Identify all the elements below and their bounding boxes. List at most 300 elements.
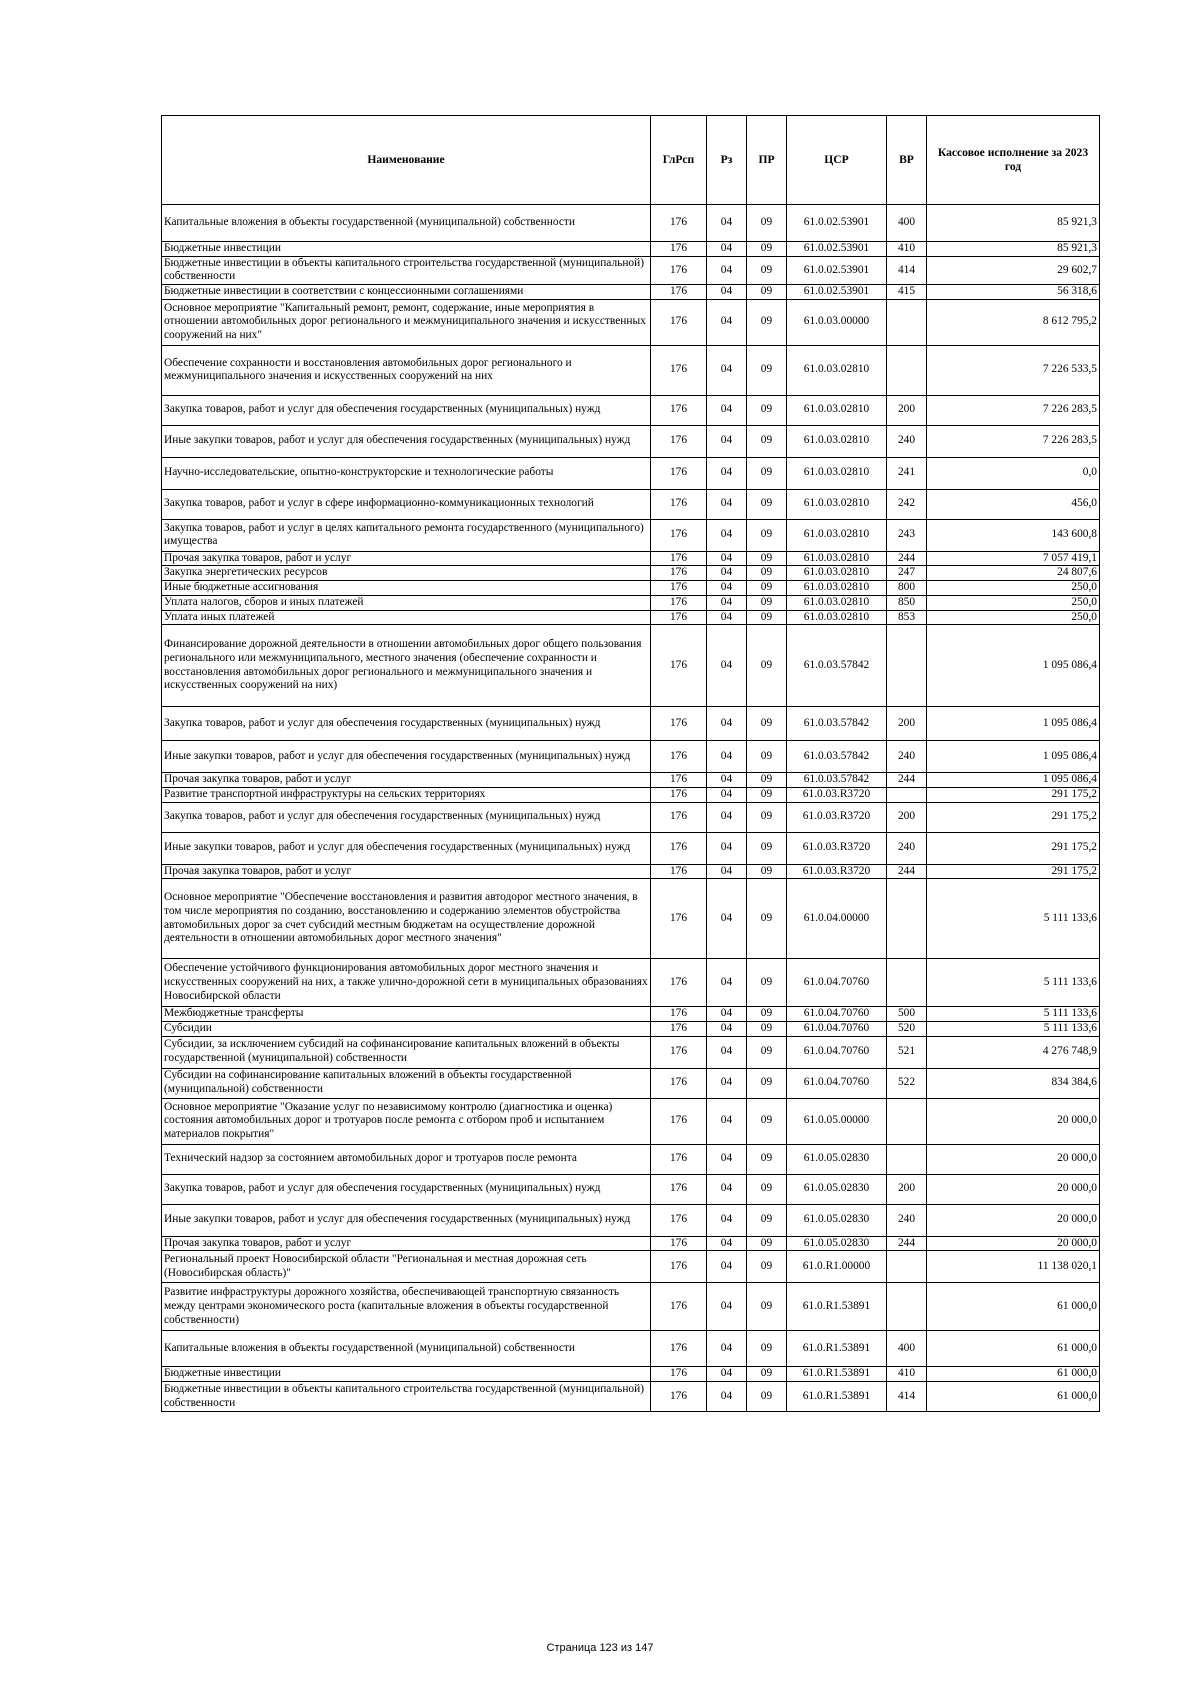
cell-csr: 61.0.03.02810 xyxy=(787,551,887,566)
cell-vr xyxy=(887,1098,927,1144)
cell-csr: 61.0.03.57842 xyxy=(787,625,887,707)
cell-name: Иные закупки товаров, работ и услуг для обеспечения государственных (муниципальных) нужд xyxy=(162,832,651,864)
cell-grs: 176 xyxy=(651,1331,707,1367)
cell-amount: 5 111 133,6 xyxy=(927,879,1100,959)
cell-grs: 176 xyxy=(651,864,707,879)
table-row xyxy=(162,625,1100,707)
cell-csr: 61.0.02.53901 xyxy=(787,242,887,257)
cell-name: Закупка товаров, работ и услуг в сфере информационно-коммуникационных технологий xyxy=(162,489,651,519)
cell-grs: 176 xyxy=(651,551,707,566)
cell-csr: 61.0.03.00000 xyxy=(787,299,887,345)
cell-amount: 85 921,3 xyxy=(927,205,1100,242)
cell-csr: 61.0.03.R3720 xyxy=(787,802,887,832)
cell-vr: 200 xyxy=(887,802,927,832)
cell-pr: 09 xyxy=(747,1098,787,1144)
cell-pr: 09 xyxy=(747,1174,787,1204)
cell-grs: 176 xyxy=(651,519,707,551)
cell-grs: 176 xyxy=(651,1283,707,1331)
cell-vr: 521 xyxy=(887,1036,927,1068)
cell-amount: 5 111 133,6 xyxy=(927,1007,1100,1022)
cell-pr: 09 xyxy=(747,345,787,395)
cell-rz: 04 xyxy=(707,1367,747,1382)
cell-csr: 61.0.04.70760 xyxy=(787,1068,887,1098)
cell-rz: 04 xyxy=(707,395,747,425)
cell-grs: 176 xyxy=(651,1367,707,1382)
table-row xyxy=(162,1331,1100,1367)
cell-vr: 400 xyxy=(887,1331,927,1367)
cell-pr: 09 xyxy=(747,395,787,425)
cell-grs: 176 xyxy=(651,1007,707,1022)
cell-rz: 04 xyxy=(707,1236,747,1251)
cell-pr: 09 xyxy=(747,610,787,625)
cell-csr: 61.0.03.02810 xyxy=(787,519,887,551)
table-row xyxy=(162,1144,1100,1174)
cell-vr: 853 xyxy=(887,610,927,625)
cell-name: Иные закупки товаров, работ и услуг для обеспечения государственных (муниципальных) нужд xyxy=(162,1204,651,1236)
cell-csr: 61.0.03.57842 xyxy=(787,741,887,773)
cell-name: Основное мероприятие "Капитальный ремонт, ремонт, содержание, иные мероприятия в отношении автомобильных дорог регионального и межмуниципального значения и искусственных сооружений на них" xyxy=(162,299,651,345)
cell-amount: 11 138 020,1 xyxy=(927,1251,1100,1283)
table-row xyxy=(162,595,1100,610)
table-row xyxy=(162,242,1100,257)
cell-rz: 04 xyxy=(707,345,747,395)
cell-rz: 04 xyxy=(707,1098,747,1144)
cell-csr: 61.0.03.02810 xyxy=(787,566,887,581)
cell-name: Бюджетные инвестиции xyxy=(162,1367,651,1382)
table-row xyxy=(162,285,1100,300)
cell-amount: 1 095 086,4 xyxy=(927,625,1100,707)
cell-vr: 244 xyxy=(887,864,927,879)
header-name: Наименование xyxy=(162,116,651,205)
cell-pr: 09 xyxy=(747,879,787,959)
cell-csr: 61.0.03.R3720 xyxy=(787,832,887,864)
cell-amount: 291 175,2 xyxy=(927,832,1100,864)
cell-grs: 176 xyxy=(651,802,707,832)
table-row xyxy=(162,256,1100,284)
cell-amount: 61 000,0 xyxy=(927,1382,1100,1412)
cell-name: Закупка товаров, работ и услуг для обеспечения государственных (муниципальных) нужд xyxy=(162,802,651,832)
cell-pr: 09 xyxy=(747,457,787,489)
cell-grs: 176 xyxy=(651,787,707,802)
cell-name: Уплата налогов, сборов и иных платежей xyxy=(162,595,651,610)
cell-vr: 850 xyxy=(887,595,927,610)
cell-amount: 7 226 283,5 xyxy=(927,425,1100,457)
cell-vr: 241 xyxy=(887,457,927,489)
cell-name: Научно-исследовательские, опытно-конструкторские и технологические работы xyxy=(162,457,651,489)
cell-rz: 04 xyxy=(707,256,747,284)
cell-amount: 143 600,8 xyxy=(927,519,1100,551)
cell-vr: 200 xyxy=(887,395,927,425)
cell-name: Обеспечение сохранности и восстановления автомобильных дорог регионального и межмуниципального значения и искусственных сооружений на них xyxy=(162,345,651,395)
cell-name: Основное мероприятие "Обеспечение восстановления и развития автодорог местного значения, в том числе мероприятия по созданию, восстановлению и содержанию элементов обустройства автомобильных дорог за счет субсидий местным бюджетам на осуществление дорожной деятельности в отношении автомобильных дорог местного значения" xyxy=(162,879,651,959)
table-header-row xyxy=(162,116,1100,205)
cell-amount: 20 000,0 xyxy=(927,1174,1100,1204)
cell-grs: 176 xyxy=(651,566,707,581)
cell-vr: 522 xyxy=(887,1068,927,1098)
header-grs: ГлРсп xyxy=(651,116,707,205)
cell-rz: 04 xyxy=(707,832,747,864)
cell-amount: 0,0 xyxy=(927,457,1100,489)
cell-rz: 04 xyxy=(707,519,747,551)
cell-pr: 09 xyxy=(747,285,787,300)
cell-pr: 09 xyxy=(747,802,787,832)
cell-csr: 61.0.05.02830 xyxy=(787,1144,887,1174)
cell-name: Развитие инфраструктуры дорожного хозяйства, обеспечивающей транспортную связанность между центрами экономического роста (капитальные вложения в объекты государственной собственности) xyxy=(162,1283,651,1331)
cell-amount: 24 807,6 xyxy=(927,566,1100,581)
table-row xyxy=(162,773,1100,788)
cell-amount: 7 057 419,1 xyxy=(927,551,1100,566)
cell-name: Прочая закупка товаров, работ и услуг xyxy=(162,551,651,566)
cell-rz: 04 xyxy=(707,802,747,832)
cell-grs: 176 xyxy=(651,345,707,395)
cell-name: Закупка энергетических ресурсов xyxy=(162,566,651,581)
cell-grs: 176 xyxy=(651,205,707,242)
cell-pr: 09 xyxy=(747,625,787,707)
cell-vr: 242 xyxy=(887,489,927,519)
table-row xyxy=(162,864,1100,879)
cell-pr: 09 xyxy=(747,1382,787,1412)
cell-grs: 176 xyxy=(651,773,707,788)
cell-vr xyxy=(887,879,927,959)
cell-grs: 176 xyxy=(651,581,707,596)
cell-csr: 61.0.04.00000 xyxy=(787,879,887,959)
cell-csr: 61.0.04.70760 xyxy=(787,1021,887,1036)
cell-vr xyxy=(887,787,927,802)
table-row xyxy=(162,395,1100,425)
table-row xyxy=(162,610,1100,625)
cell-pr: 09 xyxy=(747,489,787,519)
cell-rz: 04 xyxy=(707,581,747,596)
table-row xyxy=(162,1174,1100,1204)
cell-vr: 520 xyxy=(887,1021,927,1036)
cell-name: Субсидии xyxy=(162,1021,651,1036)
cell-rz: 04 xyxy=(707,1021,747,1036)
cell-pr: 09 xyxy=(747,959,787,1007)
table-row xyxy=(162,802,1100,832)
cell-pr: 09 xyxy=(747,1144,787,1174)
cell-vr: 240 xyxy=(887,741,927,773)
cell-pr: 09 xyxy=(747,242,787,257)
cell-name: Закупка товаров, работ и услуг для обеспечения государственных (муниципальных) нужд xyxy=(162,1174,651,1204)
cell-grs: 176 xyxy=(651,595,707,610)
cell-grs: 176 xyxy=(651,395,707,425)
cell-pr: 09 xyxy=(747,773,787,788)
cell-pr: 09 xyxy=(747,256,787,284)
table-row xyxy=(162,959,1100,1007)
header-rz: Рз xyxy=(707,116,747,205)
cell-grs: 176 xyxy=(651,425,707,457)
table-row xyxy=(162,1098,1100,1144)
cell-grs: 176 xyxy=(651,832,707,864)
cell-grs: 176 xyxy=(651,489,707,519)
cell-amount: 1 095 086,4 xyxy=(927,741,1100,773)
cell-grs: 176 xyxy=(651,707,707,741)
cell-grs: 176 xyxy=(651,256,707,284)
cell-pr: 09 xyxy=(747,425,787,457)
cell-rz: 04 xyxy=(707,285,747,300)
cell-amount: 291 175,2 xyxy=(927,787,1100,802)
cell-csr: 61.0.03.02810 xyxy=(787,345,887,395)
table-row xyxy=(162,832,1100,864)
cell-name: Бюджетные инвестиции в объекты капитального строительства государственной (муниципальной) собственности xyxy=(162,1382,651,1412)
cell-amount: 834 384,6 xyxy=(927,1068,1100,1098)
cell-pr: 09 xyxy=(747,1036,787,1068)
cell-name: Основное мероприятие "Оказание услуг по независимому контролю (диагностика и оценка) состояния автомобильных дорог и тротуаров после ремонта с отбором проб и испытанием материалов покрытия" xyxy=(162,1098,651,1144)
cell-rz: 04 xyxy=(707,425,747,457)
cell-rz: 04 xyxy=(707,625,747,707)
cell-amount: 456,0 xyxy=(927,489,1100,519)
cell-pr: 09 xyxy=(747,1021,787,1036)
cell-amount: 56 318,6 xyxy=(927,285,1100,300)
cell-csr: 61.0.R1.00000 xyxy=(787,1251,887,1283)
cell-rz: 04 xyxy=(707,610,747,625)
cell-grs: 176 xyxy=(651,1144,707,1174)
header-amount: Кассовое исполнение за 2023 год xyxy=(927,116,1100,205)
cell-rz: 04 xyxy=(707,707,747,741)
cell-csr: 61.0.05.02830 xyxy=(787,1174,887,1204)
cell-grs: 176 xyxy=(651,1204,707,1236)
table-row xyxy=(162,1036,1100,1068)
cell-vr: 414 xyxy=(887,1382,927,1412)
cell-grs: 176 xyxy=(651,610,707,625)
cell-amount: 20 000,0 xyxy=(927,1236,1100,1251)
cell-rz: 04 xyxy=(707,489,747,519)
table-row xyxy=(162,519,1100,551)
table-row xyxy=(162,489,1100,519)
table-row xyxy=(162,741,1100,773)
cell-amount: 250,0 xyxy=(927,610,1100,625)
cell-pr: 09 xyxy=(747,832,787,864)
cell-csr: 61.0.R1.53891 xyxy=(787,1367,887,1382)
table-row xyxy=(162,879,1100,959)
cell-csr: 61.0.03.02810 xyxy=(787,610,887,625)
cell-pr: 09 xyxy=(747,1283,787,1331)
cell-rz: 04 xyxy=(707,551,747,566)
cell-name: Закупка товаров, работ и услуг в целях капитального ремонта государственного (муниципального) имущества xyxy=(162,519,651,551)
cell-rz: 04 xyxy=(707,959,747,1007)
cell-amount: 5 111 133,6 xyxy=(927,1021,1100,1036)
cell-rz: 04 xyxy=(707,566,747,581)
cell-name: Обеспечение устойчивого функционирования автомобильных дорог местного значения и искусственных сооружений на них, а также улично-дорожной сети в муниципальных образованиях Новосибирской области xyxy=(162,959,651,1007)
cell-csr: 61.0.R1.53891 xyxy=(787,1382,887,1412)
cell-csr: 61.0.04.70760 xyxy=(787,1007,887,1022)
cell-name: Уплата иных платежей xyxy=(162,610,651,625)
cell-amount: 291 175,2 xyxy=(927,802,1100,832)
cell-rz: 04 xyxy=(707,205,747,242)
cell-csr: 61.0.04.70760 xyxy=(787,959,887,1007)
table-row xyxy=(162,566,1100,581)
cell-vr xyxy=(887,1251,927,1283)
cell-name: Закупка товаров, работ и услуг для обеспечения государственных (муниципальных) нужд xyxy=(162,707,651,741)
cell-grs: 176 xyxy=(651,879,707,959)
cell-csr: 61.0.04.70760 xyxy=(787,1036,887,1068)
cell-vr: 410 xyxy=(887,242,927,257)
cell-pr: 09 xyxy=(747,205,787,242)
cell-name: Межбюджетные трансферты xyxy=(162,1007,651,1022)
table-row xyxy=(162,1283,1100,1331)
cell-vr: 410 xyxy=(887,1367,927,1382)
cell-csr: 61.0.03.57842 xyxy=(787,773,887,788)
cell-name: Региональный проект Новосибирской области "Региональная и местная дорожная сеть (Новосибирская область)" xyxy=(162,1251,651,1283)
cell-amount: 20 000,0 xyxy=(927,1144,1100,1174)
cell-name: Прочая закупка товаров, работ и услуг xyxy=(162,1236,651,1251)
cell-csr: 61.0.03.02810 xyxy=(787,457,887,489)
cell-grs: 176 xyxy=(651,299,707,345)
cell-csr: 61.0.03.02810 xyxy=(787,395,887,425)
cell-amount: 20 000,0 xyxy=(927,1204,1100,1236)
cell-grs: 176 xyxy=(651,1098,707,1144)
table-row xyxy=(162,1236,1100,1251)
cell-pr: 09 xyxy=(747,1331,787,1367)
cell-vr: 200 xyxy=(887,707,927,741)
cell-name: Прочая закупка товаров, работ и услуг xyxy=(162,773,651,788)
cell-vr: 244 xyxy=(887,773,927,788)
cell-name: Бюджетные инвестиции xyxy=(162,242,651,257)
cell-grs: 176 xyxy=(651,1382,707,1412)
cell-pr: 09 xyxy=(747,566,787,581)
cell-csr: 61.0.03.02810 xyxy=(787,489,887,519)
cell-pr: 09 xyxy=(747,299,787,345)
cell-vr: 247 xyxy=(887,566,927,581)
cell-amount: 29 602,7 xyxy=(927,256,1100,284)
table-row xyxy=(162,581,1100,596)
cell-rz: 04 xyxy=(707,864,747,879)
cell-name: Развитие транспортной инфраструктуры на сельских территориях xyxy=(162,787,651,802)
cell-pr: 09 xyxy=(747,1204,787,1236)
table-row xyxy=(162,299,1100,345)
cell-rz: 04 xyxy=(707,595,747,610)
cell-grs: 176 xyxy=(651,625,707,707)
cell-amount: 7 226 533,5 xyxy=(927,345,1100,395)
cell-grs: 176 xyxy=(651,741,707,773)
cell-rz: 04 xyxy=(707,879,747,959)
page-number: Страница 123 из 147 xyxy=(546,1642,654,1654)
cell-csr: 61.0.03.R3720 xyxy=(787,864,887,879)
cell-rz: 04 xyxy=(707,242,747,257)
cell-rz: 04 xyxy=(707,1007,747,1022)
cell-amount: 61 000,0 xyxy=(927,1331,1100,1367)
cell-amount: 291 175,2 xyxy=(927,864,1100,879)
table-row xyxy=(162,1382,1100,1412)
cell-rz: 04 xyxy=(707,1144,747,1174)
cell-amount: 250,0 xyxy=(927,581,1100,596)
cell-pr: 09 xyxy=(747,595,787,610)
cell-rz: 04 xyxy=(707,1382,747,1412)
cell-vr: 500 xyxy=(887,1007,927,1022)
cell-csr: 61.0.03.02810 xyxy=(787,595,887,610)
cell-vr xyxy=(887,345,927,395)
cell-grs: 176 xyxy=(651,285,707,300)
table-row xyxy=(162,1251,1100,1283)
cell-rz: 04 xyxy=(707,1174,747,1204)
cell-grs: 176 xyxy=(651,1236,707,1251)
cell-rz: 04 xyxy=(707,773,747,788)
cell-name: Иные закупки товаров, работ и услуг для обеспечения государственных (муниципальных) нужд xyxy=(162,425,651,457)
table-row xyxy=(162,425,1100,457)
cell-pr: 09 xyxy=(747,1068,787,1098)
cell-name: Технический надзор за состоянием автомобильных дорог и тротуаров после ремонта xyxy=(162,1144,651,1174)
cell-rz: 04 xyxy=(707,1036,747,1068)
table-row xyxy=(162,1021,1100,1036)
cell-csr: 61.0.05.02830 xyxy=(787,1236,887,1251)
cell-vr: 800 xyxy=(887,581,927,596)
table-body xyxy=(162,205,1100,1412)
cell-csr: 61.0.03.R3720 xyxy=(787,787,887,802)
cell-amount: 85 921,3 xyxy=(927,242,1100,257)
table-row xyxy=(162,787,1100,802)
table-row xyxy=(162,1367,1100,1382)
cell-grs: 176 xyxy=(651,457,707,489)
cell-csr: 61.0.03.57842 xyxy=(787,707,887,741)
cell-name: Иные закупки товаров, работ и услуг для обеспечения государственных (муниципальных) нужд xyxy=(162,741,651,773)
cell-grs: 176 xyxy=(651,1036,707,1068)
cell-rz: 04 xyxy=(707,787,747,802)
header-vr: ВР xyxy=(887,116,927,205)
cell-rz: 04 xyxy=(707,457,747,489)
cell-vr: 240 xyxy=(887,1204,927,1236)
cell-pr: 09 xyxy=(747,519,787,551)
cell-vr: 240 xyxy=(887,832,927,864)
cell-pr: 09 xyxy=(747,1251,787,1283)
cell-rz: 04 xyxy=(707,741,747,773)
cell-csr: 61.0.05.00000 xyxy=(787,1098,887,1144)
cell-amount: 5 111 133,6 xyxy=(927,959,1100,1007)
cell-grs: 176 xyxy=(651,1068,707,1098)
cell-name: Капитальные вложения в объекты государственной (муниципальной) собственности xyxy=(162,1331,651,1367)
cell-vr: 244 xyxy=(887,1236,927,1251)
cell-vr: 414 xyxy=(887,256,927,284)
cell-pr: 09 xyxy=(747,1367,787,1382)
cell-csr: 61.0.03.02810 xyxy=(787,581,887,596)
budget-execution-table xyxy=(161,115,1100,1412)
cell-rz: 04 xyxy=(707,1068,747,1098)
cell-name: Бюджетные инвестиции в объекты капитального строительства государственной (муниципальной) собственности xyxy=(162,256,651,284)
cell-amount: 7 226 283,5 xyxy=(927,395,1100,425)
cell-pr: 09 xyxy=(747,787,787,802)
cell-vr: 243 xyxy=(887,519,927,551)
cell-amount: 8 612 795,2 xyxy=(927,299,1100,345)
cell-amount: 61 000,0 xyxy=(927,1367,1100,1382)
cell-pr: 09 xyxy=(747,581,787,596)
table-row xyxy=(162,1068,1100,1098)
cell-pr: 09 xyxy=(747,864,787,879)
table-row xyxy=(162,1204,1100,1236)
table-row xyxy=(162,345,1100,395)
cell-name: Иные бюджетные ассигнования xyxy=(162,581,651,596)
cell-rz: 04 xyxy=(707,1283,747,1331)
cell-amount: 20 000,0 xyxy=(927,1098,1100,1144)
cell-name: Прочая закупка товаров, работ и услуг xyxy=(162,864,651,879)
cell-amount: 250,0 xyxy=(927,595,1100,610)
table-row xyxy=(162,205,1100,242)
table-row xyxy=(162,707,1100,741)
cell-pr: 09 xyxy=(747,1236,787,1251)
table-row xyxy=(162,457,1100,489)
cell-vr: 400 xyxy=(887,205,927,242)
cell-name: Финансирование дорожной деятельности в отношении автомобильных дорог общего пользования регионального или межмуниципального, местного значения (обеспечение сохранности и восстановления автомобильных дорог регионального и межмуниципального значения и искусственных сооружений на них) xyxy=(162,625,651,707)
cell-csr: 61.0.R1.53891 xyxy=(787,1283,887,1331)
header-pr: ПР xyxy=(747,116,787,205)
cell-pr: 09 xyxy=(747,1007,787,1022)
header-csr: ЦСР xyxy=(787,116,887,205)
cell-rz: 04 xyxy=(707,1251,747,1283)
cell-vr: 240 xyxy=(887,425,927,457)
cell-pr: 09 xyxy=(747,551,787,566)
table-row xyxy=(162,551,1100,566)
cell-grs: 176 xyxy=(651,242,707,257)
cell-csr: 61.0.02.53901 xyxy=(787,256,887,284)
cell-name: Бюджетные инвестиции в соответствии с концессионными соглашениями xyxy=(162,285,651,300)
